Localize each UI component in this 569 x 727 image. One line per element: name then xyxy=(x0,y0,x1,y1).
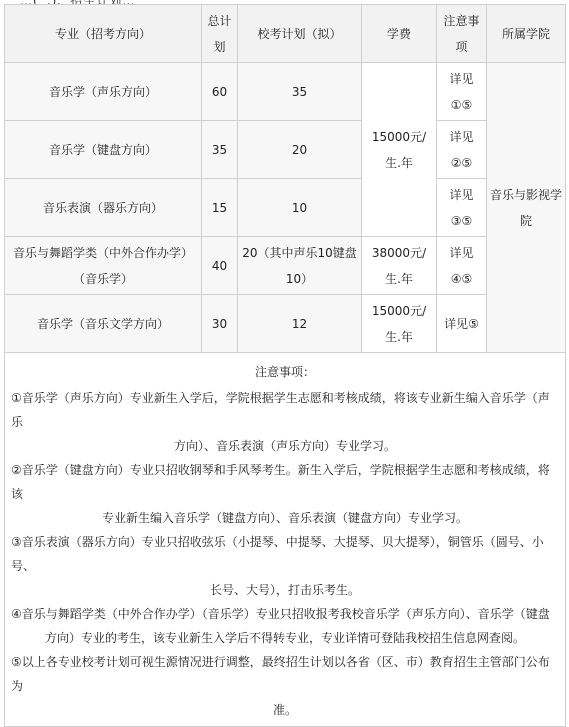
header-total-plan: 总计划 xyxy=(202,5,238,63)
enrollment-plan-table xyxy=(4,4,566,727)
row-total: 15 xyxy=(202,179,238,237)
shared-tuition-cell: 15000元/生.年 xyxy=(362,63,437,237)
note-continuation: 准。 xyxy=(272,703,297,717)
row-major: 音乐学（音乐文学方向） xyxy=(5,295,202,353)
notes-row xyxy=(5,353,566,727)
table-row xyxy=(5,63,566,121)
row-school-plan: 20（其中声乐10键盘10） xyxy=(238,237,362,295)
note-continuation: 长号、大号），打击乐考生。 xyxy=(209,583,360,597)
row-note-ref: 详见⑤ xyxy=(437,295,487,353)
row-tuition: 15000元/生.年 xyxy=(362,295,437,353)
row-note-ref: 详见③⑤ xyxy=(437,179,487,237)
row-school-plan: 35 xyxy=(238,63,362,121)
table-row xyxy=(5,179,566,237)
table-row xyxy=(5,237,566,295)
note-text: ⑤以上各专业校考计划可视生源情况进行调整，最终招生计划以各省（区、市）教育招生主管部门公布为 xyxy=(11,655,550,693)
note-text: ②音乐学（键盘方向）专业只招收钢琴和手风琴考生。新生入学后，学院根据学生志愿和考核成绩，将该 xyxy=(11,463,550,501)
notes-title: 注意事项： xyxy=(254,365,315,379)
note-continuation: 方向）、音乐表演（声乐方向）专业学习。 xyxy=(173,439,396,453)
header-notes: 注意事项 xyxy=(437,5,487,63)
note-item xyxy=(11,650,559,722)
college-cell: 音乐与影视学院 xyxy=(487,63,566,353)
table-row xyxy=(5,121,566,179)
notes-cell xyxy=(5,353,566,727)
table-header-row xyxy=(5,5,566,63)
note-item xyxy=(11,458,559,530)
row-note-ref: 详见④⑤ xyxy=(437,237,487,295)
note-text: ①音乐学（声乐方向）专业新生入学后，学院根据学生志愿和考核成绩，将该专业新生编入音乐学（声乐 xyxy=(11,391,550,429)
note-item xyxy=(11,530,559,602)
row-school-plan: 20 xyxy=(238,121,362,179)
header-major: 专业（招考方向） xyxy=(5,5,202,63)
note-text: ③音乐表演（器乐方向）专业只招收弦乐（小提琴、中提琴、大提琴、贝大提琴），铜管乐（圆号、小号、 xyxy=(11,535,544,573)
row-note-ref: 详见①⑤ xyxy=(437,63,487,121)
note-continuation: 方向）专业的考生，该专业新生入学后不得转专业，专业详情可登陆我校招生信息网查阅。 xyxy=(44,631,525,645)
row-total: 40 xyxy=(202,237,238,295)
note-item xyxy=(11,386,559,458)
row-total: 30 xyxy=(202,295,238,353)
header-school-plan: 校考计划（拟） xyxy=(238,5,362,63)
note-text: ④音乐与舞蹈学类（中外合作办学）（音乐学）专业只招收报考我校音乐学（声乐方向）、音乐学（键盘 xyxy=(11,607,550,621)
row-note-ref: 详见②⑤ xyxy=(437,121,487,179)
row-school-plan: 12 xyxy=(238,295,362,353)
row-total: 35 xyxy=(202,121,238,179)
row-school-plan: 10 xyxy=(238,179,362,237)
note-item xyxy=(11,602,559,650)
row-major: 音乐学（声乐方向） xyxy=(5,63,202,121)
header-college: 所属学院 xyxy=(487,5,566,63)
row-major: 音乐学（键盘方向） xyxy=(5,121,202,179)
header-tuition: 学费 xyxy=(362,5,437,63)
row-tuition: 38000元/生.年 xyxy=(362,237,437,295)
note-continuation: 专业新生编入音乐学（键盘方向）、音乐表演（键盘方向）专业学习。 xyxy=(101,511,468,525)
row-total: 60 xyxy=(202,63,238,121)
row-major: 音乐表演（器乐方向） xyxy=(5,179,202,237)
row-major: 音乐与舞蹈学类（中外合作办学）（音乐学） xyxy=(5,237,202,295)
table-row xyxy=(5,295,566,353)
